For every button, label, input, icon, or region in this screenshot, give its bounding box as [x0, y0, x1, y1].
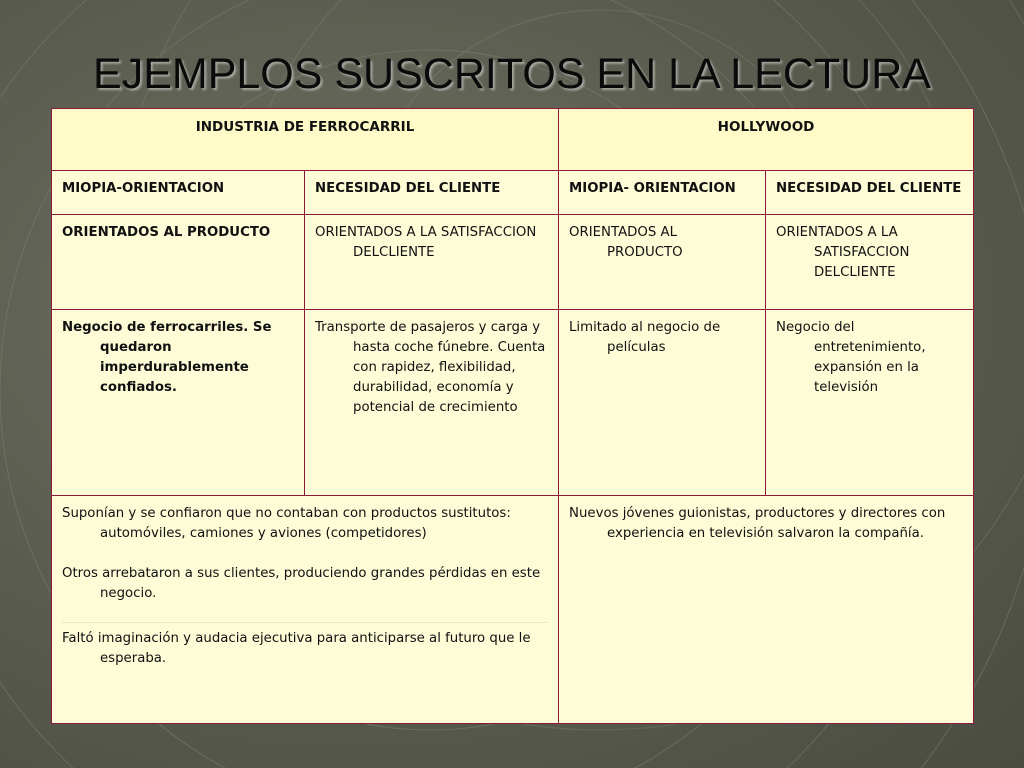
summary-paragraph: Suponían y se confiaron que no contaban con productos sustitutos: automóviles, camiones y aviones (competidores) — [62, 506, 511, 541]
subheader-necesidad-hollywood: NECESIDAD DEL CLIENTE — [766, 171, 974, 215]
orientation-producto-ferrocarril — [52, 215, 305, 310]
subheader-miopia-ferrocarril: MIOPIA-ORIENTACION — [52, 171, 305, 215]
orientation-text: ORIENTADOS A LA SATISFACCION DELCLIENTE — [315, 225, 537, 260]
detail-text: Negocio del entretenimiento, expansión en la televisión — [776, 320, 926, 395]
orientation-text: ORIENTADOS AL PRODUCTO — [62, 225, 271, 240]
summary-ferrocarril — [52, 496, 559, 724]
orientation-satisfaccion-hollywood — [766, 215, 974, 310]
subheader-necesidad-ferrocarril: NECESIDAD DEL CLIENTE — [305, 171, 559, 215]
summary-hollywood — [559, 496, 974, 724]
subheader-miopia-hollywood: MIOPIA- ORIENTACION — [559, 171, 766, 215]
detail-text: Limitado al negocio de películas — [569, 320, 721, 355]
summary-paragraph: Otros arrebataron a sus clientes, produciendo grandes pérdidas en este negocio. — [62, 566, 541, 601]
detail-ferrocarril-miopia — [52, 310, 305, 496]
summary-paragraph: Nuevos jóvenes guionistas, productores y directores con experiencia en televisión salvaron la compañía. — [569, 506, 946, 541]
orientation-producto-hollywood — [559, 215, 766, 310]
detail-text: Transporte de pasajeros y carga y hasta coche fúnebre. Cuenta con rapidez, flexibilidad, durabilidad, economía y potencial de crecimiento — [315, 320, 546, 415]
comparison-table — [51, 108, 974, 724]
orientation-satisfaccion-ferrocarril — [305, 215, 559, 310]
detail-ferrocarril-necesidad — [305, 310, 559, 496]
orientation-text: ORIENTADOS AL PRODUCTO — [569, 225, 683, 260]
detail-text: Negocio de ferrocarriles. Se quedaron imperdurablemente confiados. — [62, 320, 272, 395]
slide-title: EJEMPLOS SUSCRITOS EN LA LECTURA — [93, 50, 931, 98]
summary-paragraph: Faltó imaginación y audacia ejecutiva para anticiparse al futuro que le esperaba. — [62, 622, 548, 669]
detail-hollywood-necesidad — [766, 310, 974, 496]
detail-hollywood-miopia — [559, 310, 766, 496]
orientation-text: ORIENTADOS A LA SATISFACCION DELCLIENTE — [776, 225, 910, 280]
header-hollywood: HOLLYWOOD — [559, 109, 974, 171]
header-ferrocarril: INDUSTRIA DE FERROCARRIL — [52, 109, 559, 171]
